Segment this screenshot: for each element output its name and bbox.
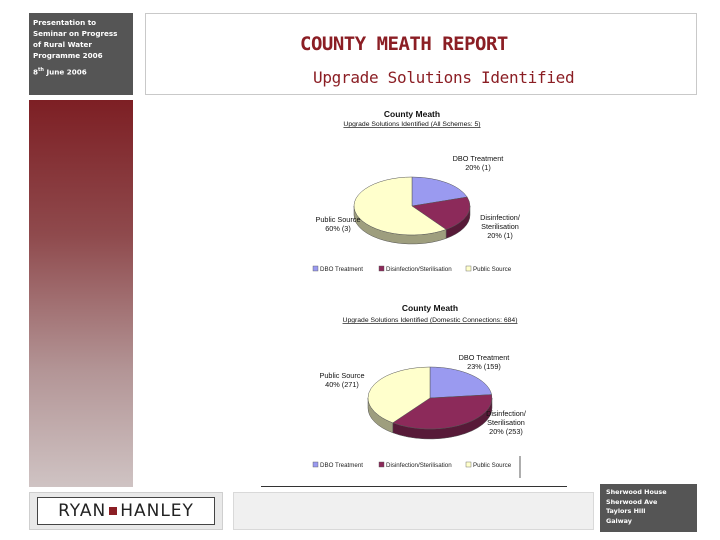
page-title: COUNTY MEATH REPORT [300,33,508,55]
date-day: 8 [33,67,39,77]
legend-label: Public Source [473,266,512,273]
legend-swatch [313,266,318,271]
chart-title: County Meath [383,109,441,119]
logo-text-right: HANLEY [120,501,194,521]
slice-data-label: 60% (3) [325,224,351,233]
legend-label: Disinfection/Sterilisation [386,462,452,469]
presentation-line: Seminar on Progress [33,29,118,38]
legend-label: DBO Treatment [320,462,363,469]
chart-title: County Meath [401,303,459,313]
slice-data-label: Sterilisation [481,222,519,231]
slice-data-label: Public Source [315,215,361,224]
date-suffix: th [38,67,44,73]
legend-swatch [379,266,384,271]
legend-swatch [466,462,471,467]
page-subtitle: Upgrade Solutions Identified [313,68,575,87]
address-line: Taylors Hill [606,507,646,515]
legend-label: Public Source [473,462,512,469]
legend-swatch [466,266,471,271]
presentation-line: Programme 2006 [33,51,103,60]
chart-subtitle: Upgrade Solutions Identified (Domestic Connections: 684) [342,317,518,324]
pie-slice [430,367,492,398]
legend-swatch [379,462,384,467]
logo-text-left: RYAN [58,501,107,521]
address-line: Galway [606,516,632,525]
slice-data-label: 20% (1) [465,163,491,172]
address-line: Sherwood House [606,488,667,496]
address-line: Sherwood Ave [606,497,658,506]
legend-label: DBO Treatment [320,266,363,273]
slice-data-label: Sterilisation [487,418,525,427]
slice-data-label: Public Source [319,371,365,380]
slice-data-label: Disinfection/ [486,409,526,418]
presentation-line: of Rural Water [33,40,92,49]
presentation-line: Presentation to [33,18,97,27]
slice-data-label: 23% (159) [467,362,501,371]
date-rest: June 2006 [43,67,87,77]
legend-swatch [313,462,318,467]
slice-data-label: Disinfection/ [480,213,520,222]
slice-data-label: 40% (271) [325,380,359,389]
slice-data-label: 20% (1) [487,231,513,240]
slice-data-label: 20% (253) [489,427,523,436]
slice-data-label: DBO Treatment [452,154,504,163]
slice-data-label: DBO Treatment [458,353,510,362]
legend-label: Disinfection/Sterilisation [386,266,452,273]
chart-subtitle: Upgrade Solutions Identified (All Schemes: 5) [343,121,481,128]
